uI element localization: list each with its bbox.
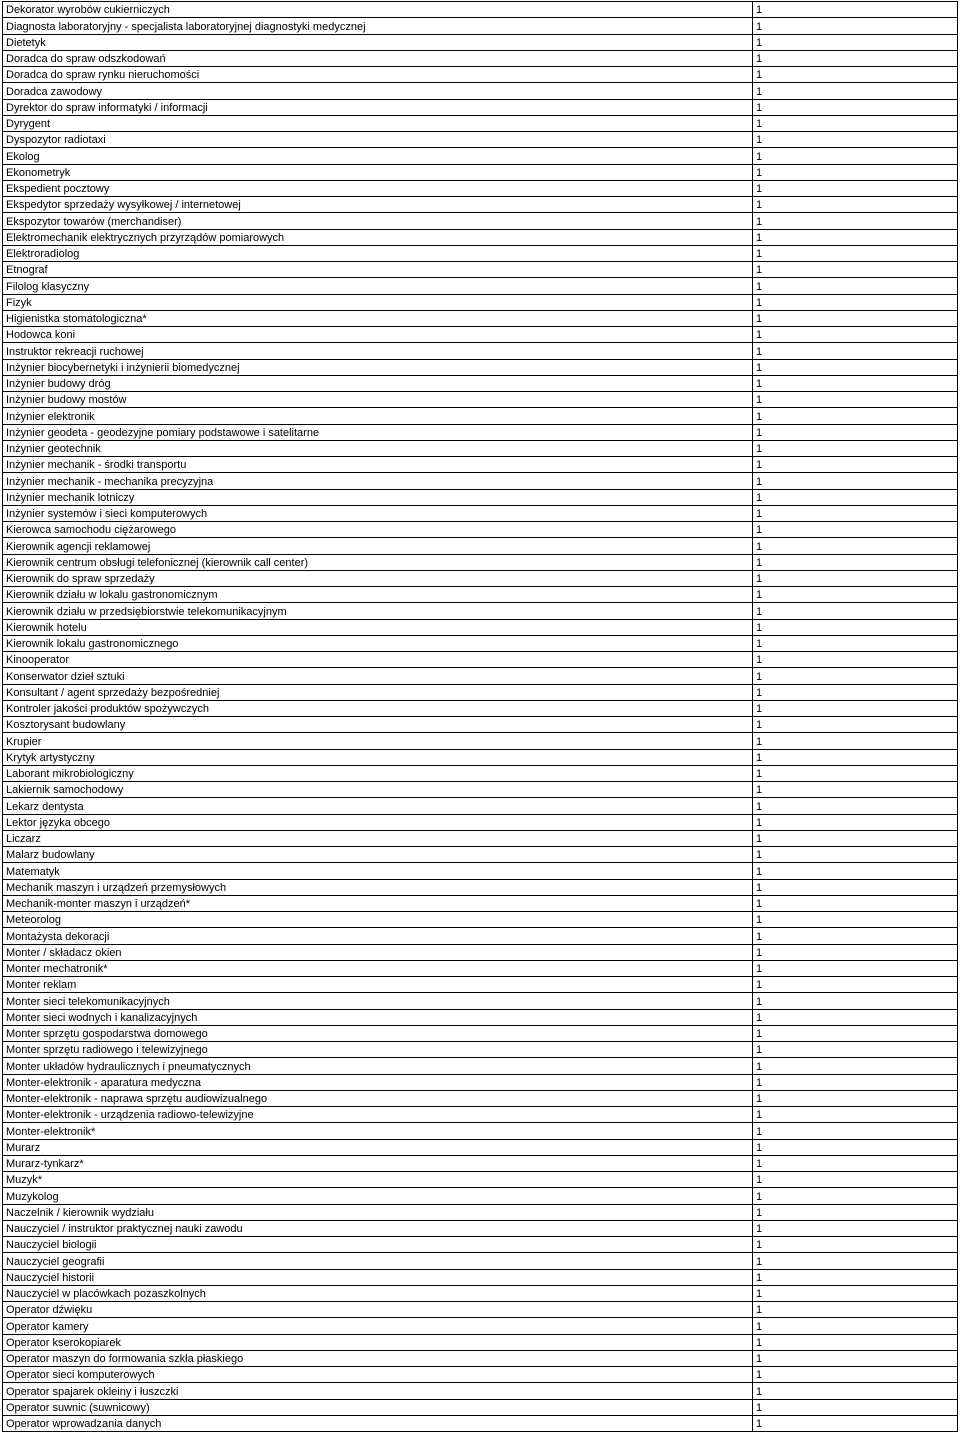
occupation-name-cell[interactable]: Elektromechanik elektrycznych przyrządów pomiarowych [3,229,753,245]
occupation-name-cell[interactable]: Inżynier geotechnik [3,440,753,456]
table-row [3,700,958,716]
occupation-count-cell[interactable]: 1 [753,619,958,635]
occupation-count-cell[interactable]: 1 [753,1139,958,1155]
occupation-name-cell[interactable]: Muzykolog [3,1188,753,1204]
occupation-count-cell[interactable]: 1 [753,570,958,586]
table-row [3,473,958,489]
occupation-name-cell[interactable]: Monter mechatronik* [3,960,753,976]
table-row [3,359,958,375]
table-row [3,294,958,310]
occupation-count-cell[interactable]: 1 [753,700,958,716]
occupation-name-cell[interactable]: Fizyk [3,294,753,310]
table-row [3,570,958,586]
occupation-count-cell[interactable]: 1 [753,245,958,261]
occupation-count-cell[interactable]: 1 [753,262,958,278]
table-row [3,928,958,944]
occupation-count-cell[interactable]: 1 [753,505,958,521]
occupation-name-cell[interactable]: Kierownik agencji reklamowej [3,538,753,554]
occupation-name-cell[interactable]: Monter układów hydraulicznych i pneumatycznych [3,1058,753,1074]
occupation-count-cell[interactable]: 1 [753,1155,958,1171]
table-row [3,1123,958,1139]
table-row [3,115,958,131]
table-row [3,1172,958,1188]
table-row [3,684,958,700]
occupation-name-cell[interactable]: Dyrektor do spraw informatyki / informacji [3,99,753,115]
table-row [3,912,958,928]
occupation-name-cell[interactable]: Monter-elektronik* [3,1123,753,1139]
occupation-count-cell[interactable]: 1 [753,2,958,18]
table-row [3,1253,958,1269]
table-row [3,489,958,505]
occupation-count-cell[interactable]: 1 [753,1367,958,1383]
table-row [3,83,958,99]
table-row [3,603,958,619]
occupation-name-cell[interactable]: Liczarz [3,830,753,846]
table-row [3,278,958,294]
occupation-count-cell[interactable]: 1 [753,733,958,749]
occupation-name-cell[interactable]: Inżynier geodeta - geodezyjne pomiary podstawowe i satelitarne [3,424,753,440]
occupation-name-cell[interactable]: Monter sieci wodnych i kanalizacyjnych [3,1009,753,1025]
occupation-name-cell[interactable]: Monter / składacz okien [3,944,753,960]
occupation-name-cell[interactable]: Meteorolog [3,912,753,928]
occupation-count-cell[interactable]: 1 [753,310,958,326]
table-row [3,1399,958,1415]
occupation-name-cell[interactable]: Filolog klasyczny [3,278,753,294]
table-row [3,1155,958,1171]
occupation-count-cell[interactable]: 1 [753,424,958,440]
occupation-count-cell[interactable]: 1 [753,635,958,651]
table-row [3,440,958,456]
occupation-count-cell[interactable]: 1 [753,489,958,505]
occupation-name-cell[interactable]: Kierownik działu w przedsiębiorstwie telekomunikacyjnym [3,603,753,619]
occupation-count-cell[interactable]: 1 [753,522,958,538]
occupation-count-cell[interactable]: 1 [753,408,958,424]
occupation-count-cell[interactable]: 1 [753,1350,958,1366]
occupation-name-cell[interactable]: Monter reklam [3,977,753,993]
occupation-name-cell[interactable]: Inżynier mechanik lotniczy [3,489,753,505]
table-row [3,1090,958,1106]
occupation-count-cell[interactable]: 1 [753,798,958,814]
occupation-count-cell[interactable]: 1 [753,1318,958,1334]
occupation-name-cell[interactable]: Naczelnik / kierownik wydziału [3,1204,753,1220]
occupation-table [2,1,958,1432]
occupation-count-cell[interactable]: 1 [753,960,958,976]
occupation-name-cell[interactable]: Operator dźwięku [3,1302,753,1318]
occupation-count-cell[interactable]: 1 [753,993,958,1009]
occupation-name-cell[interactable]: Dekorator wyrobów cukierniczych [3,2,753,18]
occupation-count-cell[interactable]: 1 [753,944,958,960]
occupation-name-cell[interactable]: Montażysta dekoracji [3,928,753,944]
occupation-name-cell[interactable]: Operator maszyn do formowania szkła płaskiego [3,1350,753,1366]
occupation-count-cell[interactable]: 1 [753,1058,958,1074]
table-row [3,1302,958,1318]
table-row [3,668,958,684]
table-row [3,245,958,261]
occupation-count-cell[interactable]: 1 [753,587,958,603]
table-row [3,522,958,538]
occupation-name-cell[interactable]: Inżynier mechanik - mechanika precyzyjna [3,473,753,489]
occupation-count-cell[interactable]: 1 [753,115,958,131]
occupation-count-cell[interactable]: 1 [753,50,958,66]
occupation-count-cell[interactable]: 1 [753,1383,958,1399]
occupation-count-cell[interactable]: 1 [753,229,958,245]
occupation-name-cell[interactable]: Monter sieci telekomunikacyjnych [3,993,753,1009]
occupation-count-cell[interactable]: 1 [753,180,958,196]
occupation-name-cell[interactable]: Doradca do spraw rynku nieruchomości [3,67,753,83]
occupation-count-cell[interactable]: 1 [753,1107,958,1123]
occupation-name-cell[interactable]: Monter-elektronik - urządzenia radiowo-telewizyjne [3,1107,753,1123]
table-row [3,229,958,245]
occupation-name-cell[interactable]: Kierownik centrum obsługi telefonicznej (kierownik call center) [3,554,753,570]
table-row [3,1139,958,1155]
table-row [3,457,958,473]
occupation-count-cell[interactable]: 1 [753,343,958,359]
table-row [3,847,958,863]
table-row [3,879,958,895]
occupation-count-cell[interactable]: 1 [753,863,958,879]
occupation-table-body [3,2,958,1432]
occupation-count-cell[interactable]: 1 [753,1025,958,1041]
occupation-count-cell[interactable]: 1 [753,392,958,408]
occupation-name-cell[interactable]: Murarz-tynkarz* [3,1155,753,1171]
occupation-name-cell[interactable]: Mechanik-monter maszyn i urządzeń* [3,895,753,911]
occupation-name-cell[interactable]: Instruktor rekreacji ruchowej [3,343,753,359]
table-row [3,977,958,993]
table-row [3,327,958,343]
occupation-name-cell[interactable]: Murarz [3,1139,753,1155]
occupation-name-cell[interactable]: Kierownik hotelu [3,619,753,635]
table-row [3,1058,958,1074]
table-row [3,99,958,115]
occupation-count-cell[interactable]: 1 [753,1090,958,1106]
occupation-count-cell[interactable]: 1 [753,977,958,993]
occupation-name-cell[interactable]: Krupier [3,733,753,749]
table-row [3,1220,958,1236]
occupation-name-cell[interactable]: Monter-elektronik - aparatura medyczna [3,1074,753,1090]
occupation-name-cell[interactable]: Nauczyciel / instruktor praktycznej nauki zawodu [3,1220,753,1236]
table-row [3,1237,958,1253]
occupation-count-cell[interactable]: 1 [753,1123,958,1139]
table-row [3,635,958,651]
occupation-name-cell[interactable]: Konsultant / agent sprzedaży bezpośredniej [3,684,753,700]
occupation-name-cell[interactable]: Inżynier systemów i sieci komputerowych [3,505,753,521]
occupation-name-cell[interactable]: Diagnosta laboratoryjny - specjalista laboratoryjnej diagnostyki medycznej [3,18,753,34]
table-row [3,1350,958,1366]
occupation-count-cell[interactable]: 1 [753,67,958,83]
occupation-name-cell[interactable]: Matematyk [3,863,753,879]
occupation-name-cell[interactable]: Lektor języka obcego [3,814,753,830]
occupation-count-cell[interactable]: 1 [753,457,958,473]
occupation-name-cell[interactable]: Inżynier biocybernetyki i inżynierii biomedycznej [3,359,753,375]
table-row [3,863,958,879]
table-row [3,148,958,164]
table-row [3,197,958,213]
occupation-name-cell[interactable]: Operator suwnic (suwnicowy) [3,1399,753,1415]
table-row [3,1107,958,1123]
table-row [3,392,958,408]
table-row [3,180,958,196]
occupation-name-cell[interactable]: Ekonometryk [3,164,753,180]
occupation-count-cell[interactable]: 1 [753,197,958,213]
table-row [3,34,958,50]
occupation-name-cell[interactable]: Inżynier mechanik - środki transportu [3,457,753,473]
occupation-name-cell[interactable]: Muzyk* [3,1172,753,1188]
table-row [3,765,958,781]
occupation-name-cell[interactable]: Nauczyciel geografii [3,1253,753,1269]
spreadsheet-sheet [2,1,957,1432]
occupation-count-cell[interactable]: 1 [753,847,958,863]
occupation-name-cell[interactable]: Inżynier budowy mostów [3,392,753,408]
occupation-name-cell[interactable]: Nauczyciel w placówkach pozaszkolnych [3,1285,753,1301]
table-row [3,652,958,668]
occupation-count-cell[interactable]: 1 [753,1220,958,1236]
table-row [3,1367,958,1383]
occupation-count-cell[interactable]: 1 [753,1074,958,1090]
occupation-count-cell[interactable]: 1 [753,1269,958,1285]
occupation-name-cell[interactable]: Operator sieci komputerowych [3,1367,753,1383]
occupation-name-cell[interactable]: Operator wprowadzania danych [3,1415,753,1431]
table-row [3,132,958,148]
occupation-name-cell[interactable]: Dyspozytor radiotaxi [3,132,753,148]
table-row [3,1415,958,1431]
occupation-count-cell[interactable]: 1 [753,18,958,34]
occupation-count-cell[interactable]: 1 [753,1042,958,1058]
occupation-name-cell[interactable]: Lekarz dentysta [3,798,753,814]
occupation-name-cell[interactable]: Hodowca koni [3,327,753,343]
table-row [3,1383,958,1399]
occupation-name-cell[interactable]: Elektroradiolog [3,245,753,261]
occupation-count-cell[interactable]: 1 [753,1204,958,1220]
occupation-count-cell[interactable]: 1 [753,278,958,294]
table-row [3,164,958,180]
table-row [3,262,958,278]
table-row [3,1074,958,1090]
table-row [3,1334,958,1350]
occupation-name-cell[interactable]: Monter-elektronik - naprawa sprzętu audiowizualnego [3,1090,753,1106]
table-row [3,2,958,18]
occupation-count-cell[interactable]: 1 [753,1172,958,1188]
table-row [3,1285,958,1301]
occupation-name-cell[interactable]: Dyrygent [3,115,753,131]
table-row [3,993,958,1009]
occupation-name-cell[interactable]: Ekolog [3,148,753,164]
table-row [3,798,958,814]
table-row [3,1009,958,1025]
occupation-count-cell[interactable]: 1 [753,327,958,343]
table-row [3,538,958,554]
occupation-name-cell[interactable]: Ekspedient pocztowy [3,180,753,196]
occupation-count-cell[interactable]: 1 [753,879,958,895]
table-row [3,343,958,359]
table-row [3,505,958,521]
occupation-count-cell[interactable]: 1 [753,652,958,668]
occupation-count-cell[interactable]: 1 [753,684,958,700]
occupation-count-cell[interactable]: 1 [753,668,958,684]
occupation-name-cell[interactable]: Operator spajarek okleiny i łuszczki [3,1383,753,1399]
table-row [3,717,958,733]
occupation-name-cell[interactable]: Krytyk artystyczny [3,749,753,765]
occupation-count-cell[interactable]: 1 [753,83,958,99]
occupation-name-cell[interactable]: Mechanik maszyn i urządzeń przemysłowych [3,879,753,895]
occupation-count-cell[interactable]: 1 [753,830,958,846]
occupation-count-cell[interactable]: 1 [753,132,958,148]
occupation-name-cell[interactable]: Kierownik działu w lokalu gastronomicznym [3,587,753,603]
occupation-count-cell[interactable]: 1 [753,1188,958,1204]
table-row [3,1318,958,1334]
occupation-name-cell[interactable]: Laborant mikrobiologiczny [3,765,753,781]
occupation-count-cell[interactable]: 1 [753,1399,958,1415]
occupation-count-cell[interactable]: 1 [753,814,958,830]
occupation-count-cell[interactable]: 1 [753,34,958,50]
occupation-name-cell[interactable]: Operator kserokopiarek [3,1334,753,1350]
table-row [3,1025,958,1041]
table-row [3,733,958,749]
occupation-count-cell[interactable]: 1 [753,1253,958,1269]
occupation-count-cell[interactable]: 1 [753,749,958,765]
occupation-count-cell[interactable]: 1 [753,717,958,733]
occupation-name-cell[interactable]: Inżynier elektronik [3,408,753,424]
occupation-count-cell[interactable]: 1 [753,1285,958,1301]
occupation-name-cell[interactable]: Kinooperator [3,652,753,668]
occupation-name-cell[interactable]: Doradca zawodowy [3,83,753,99]
occupation-name-cell[interactable]: Nauczyciel biologii [3,1237,753,1253]
occupation-name-cell[interactable]: Monter sprzętu radiowego i telewizyjnego [3,1042,753,1058]
occupation-count-cell[interactable]: 1 [753,148,958,164]
table-row [3,830,958,846]
occupation-count-cell[interactable]: 1 [753,603,958,619]
table-row [3,67,958,83]
occupation-name-cell[interactable]: Higienistka stomatologiczna* [3,310,753,326]
occupation-name-cell[interactable]: Ekspozytor towarów (merchandiser) [3,213,753,229]
table-row [3,50,958,66]
occupation-count-cell[interactable]: 1 [753,213,958,229]
occupation-name-cell[interactable]: Kierowca samochodu ciężarowego [3,522,753,538]
occupation-count-cell[interactable]: 1 [753,359,958,375]
occupation-name-cell[interactable]: Nauczyciel historii [3,1269,753,1285]
occupation-name-cell[interactable]: Kierownik lokalu gastronomicznego [3,635,753,651]
table-row [3,814,958,830]
table-row [3,960,958,976]
table-row [3,408,958,424]
occupation-name-cell[interactable]: Monter sprzętu gospodarstwa domowego [3,1025,753,1041]
table-row [3,619,958,635]
occupation-count-cell[interactable]: 1 [753,1302,958,1318]
table-row [3,1188,958,1204]
occupation-name-cell[interactable]: Inżynier budowy dróg [3,375,753,391]
table-row [3,213,958,229]
occupation-name-cell[interactable]: Kontroler jakości produktów spożywczych [3,700,753,716]
occupation-count-cell[interactable]: 1 [753,440,958,456]
table-row [3,782,958,798]
table-row [3,1269,958,1285]
occupation-count-cell[interactable]: 1 [753,1009,958,1025]
occupation-count-cell[interactable]: 1 [753,538,958,554]
occupation-count-cell[interactable]: 1 [753,912,958,928]
occupation-count-cell[interactable]: 1 [753,473,958,489]
table-row [3,18,958,34]
table-row [3,587,958,603]
table-row [3,375,958,391]
occupation-count-cell[interactable]: 1 [753,375,958,391]
occupation-name-cell[interactable]: Etnograf [3,262,753,278]
occupation-name-cell[interactable]: Kosztorysant budowlany [3,717,753,733]
occupation-name-cell[interactable]: Operator kamery [3,1318,753,1334]
occupation-name-cell[interactable]: Doradca do spraw odszkodowań [3,50,753,66]
occupation-count-cell[interactable]: 1 [753,765,958,781]
occupation-count-cell[interactable]: 1 [753,164,958,180]
occupation-name-cell[interactable]: Ekspedytor sprzedaży wysyłkowej / internetowej [3,197,753,213]
occupation-count-cell[interactable]: 1 [753,1237,958,1253]
occupation-name-cell[interactable]: Dietetyk [3,34,753,50]
occupation-count-cell[interactable]: 1 [753,1334,958,1350]
table-row [3,895,958,911]
table-row [3,1042,958,1058]
occupation-count-cell[interactable]: 1 [753,782,958,798]
occupation-name-cell[interactable]: Konserwator dzieł sztuki [3,668,753,684]
occupation-count-cell[interactable]: 1 [753,1415,958,1431]
occupation-count-cell[interactable]: 1 [753,928,958,944]
table-row [3,554,958,570]
occupation-name-cell[interactable]: Malarz budowlany [3,847,753,863]
table-row [3,1204,958,1220]
table-row [3,310,958,326]
occupation-count-cell[interactable]: 1 [753,294,958,310]
occupation-name-cell[interactable]: Lakiernik samochodowy [3,782,753,798]
occupation-count-cell[interactable]: 1 [753,99,958,115]
occupation-count-cell[interactable]: 1 [753,554,958,570]
table-row [3,749,958,765]
table-row [3,944,958,960]
occupation-name-cell[interactable]: Kierownik do spraw sprzedaży [3,570,753,586]
occupation-count-cell[interactable]: 1 [753,895,958,911]
table-row [3,424,958,440]
